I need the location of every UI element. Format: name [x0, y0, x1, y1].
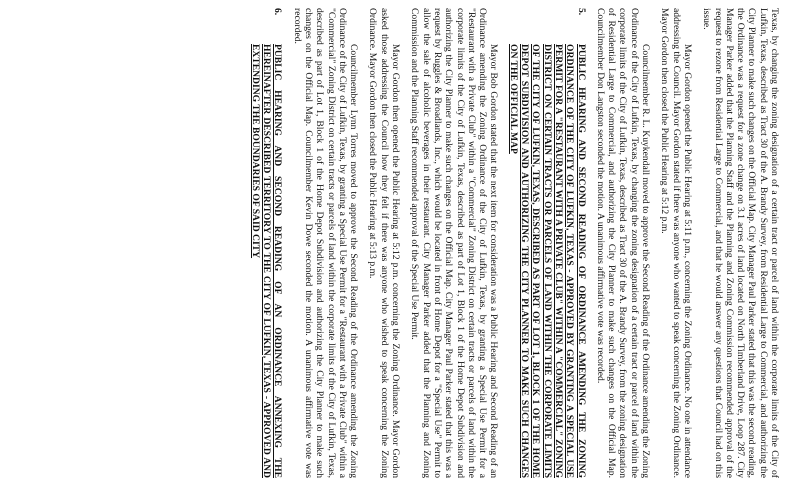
item5-paragraph-1: Mayor Bob Gordon stated that the next item for consideration was a Public Hearing and Second Reading of an Ordinance amending the Zoning Ordinance of the City of Lufkin, Texas, by granting a Special Use Permit for a "Restaurant with a Private Club" within a "Commercial" Zoning District on certain tracts or parcels of land within the corporate limits of the City of Lufkin, Texas, described as part of Lot 1, Block 1 of the Home Depot Subdivision and authorizing the City Planner to make such changes on the Official Map. City Manager Paul Parker stated that this was a request by Ruggles & Broadlands, Inc., which would be located in front of Home Depot for a "Special Use" Permit to allow the sale of alcoholic beverages in their restaurant. City Manager Parker added that the Planning and Zoning Commission and the Planning Staff recommended approval of the Special Use Permit. — [409, 8, 500, 478]
item-number: 5. — [575, 8, 587, 16]
item-heading: PUBLIC HEARING AND SECOND READING OF ORDINANCE AMENDING THE ZONING ORDINANCE OF THE CITY OF LUFKIN, TEXAS - APPROVED BY GRANTING A SPECIAL USE PERMIT FOR A "RESTAURANT WITH A PRIVATE CLUB" WITHIN A "COMMERCIAL" ZONING DISTRICT ON CERTAIN TRACTS OR PARCELS OF LAND WITHIN THE CORPORATE LIMITS OF THE CITY OF LUFKIN, TEXAS, DESCRIBED AS PART OF LOT 1, BLOCK 1 OF THE HOME DEPOT SUBDIVISION AND AUTHORIZING THE CITY PLANNER TO MAKE SUCH CHANGES ON THE OFFICIAL MAP — [507, 44, 587, 478]
item-heading: PUBLIC HEARING AND SECOND READING OF AN ORDINANCE ANNEXING THE HEREINAFTER DESCRIBED TERRITORY TO THE CITY OF LUFKIN, TEXAS - APPROVED AND EXTENDING THE BOUNDARIES OF SAID CITY — [249, 44, 284, 478]
item5-paragraph-3: Councilmember Lynn Torres moved to approve the Second Reading of the Ordinance amending the Zoning Ordinance of the City of Lufkin, Texas, by granting a Special Use Permit for a "Restaurant with a Private Club" within a "Commercial" Zoning District on certain tracts or parcels of land within the corporate limits of the City of Lufkin, Texas, described as part of Lot 1, Block 1 of the Home Depot Subdivision and authorizing the City Planner to make such changes on the Official Map. Councilmember Kevin Dowe seconded the motion. A unanimous affirmative vote was recorded. — [291, 8, 360, 478]
intro-paragraph: Texas, by changing the zoning designation of a certain tract or parcel of land within the corporate limits of the City of Lufkin, Texas, described as Tract 30 of the A. Brandy Survey, from Residential Large to Commercial, and authorizing the City Planner to make such changes on the Official Map. City Manager Paul Parker stated that this was the second reading, the Ordinance was a request for a zone change on 3.1 acres of land located on North Timberland Drive, Loop 287. City Manager Parker added that the Planning Staff and the Planning and Zoning Commission recommended approval of the request to rezone from Residential Large to Commercial, and that he would answer any questions that Council had on this issue. — [701, 8, 780, 478]
public-hearing-paragraph: Mayor Gordon opened the Public Hearing at 5:11 p.m., concerning the Zoning Ordinance. No one in attendance addressing the Council. Mayor Gordon stated if there was anyone who wanted to speak concerning the Zoning Ordinance. Mayor Gordon then closed the Public Hearing at 5:12 p.m. — [659, 8, 693, 478]
motion-paragraph: Councilmember R. L. Kuykendall moved to approve the Second Reading of the Ordinance amending the Zoning Ordinance of the City of Lufkin, Texas, by changing the zoning designation of a certain tract or parcel of land within the corporate limits of the City of Lufkin, Texas, described as Tract 30 of the A. Brandy Survey, from the zoning designation of Residential Large to Commercial, and authorizing the City Planner to make such changes on the Official Map. Councilmember Don Langston seconded the motion. A unanimous affirmative vote was recorded. — [594, 8, 652, 478]
rotated-page-content — [20, 8, 780, 478]
item5-paragraph-2: Mayor Gordon then opened the Public Hearing at 5:12 p.m. concerning the Zoning Ordinance. Mayor Gordon asked those addressing the Council how they felt if there was anyone who wished to speak concerning the Zoning Ordinance. Mayor Gordon then closed the Public Hearing at 5:13 p.m. — [367, 8, 402, 478]
item-number: 6. — [272, 8, 284, 16]
agenda-item-5 — [507, 8, 586, 478]
agenda-item-6 — [250, 8, 284, 478]
